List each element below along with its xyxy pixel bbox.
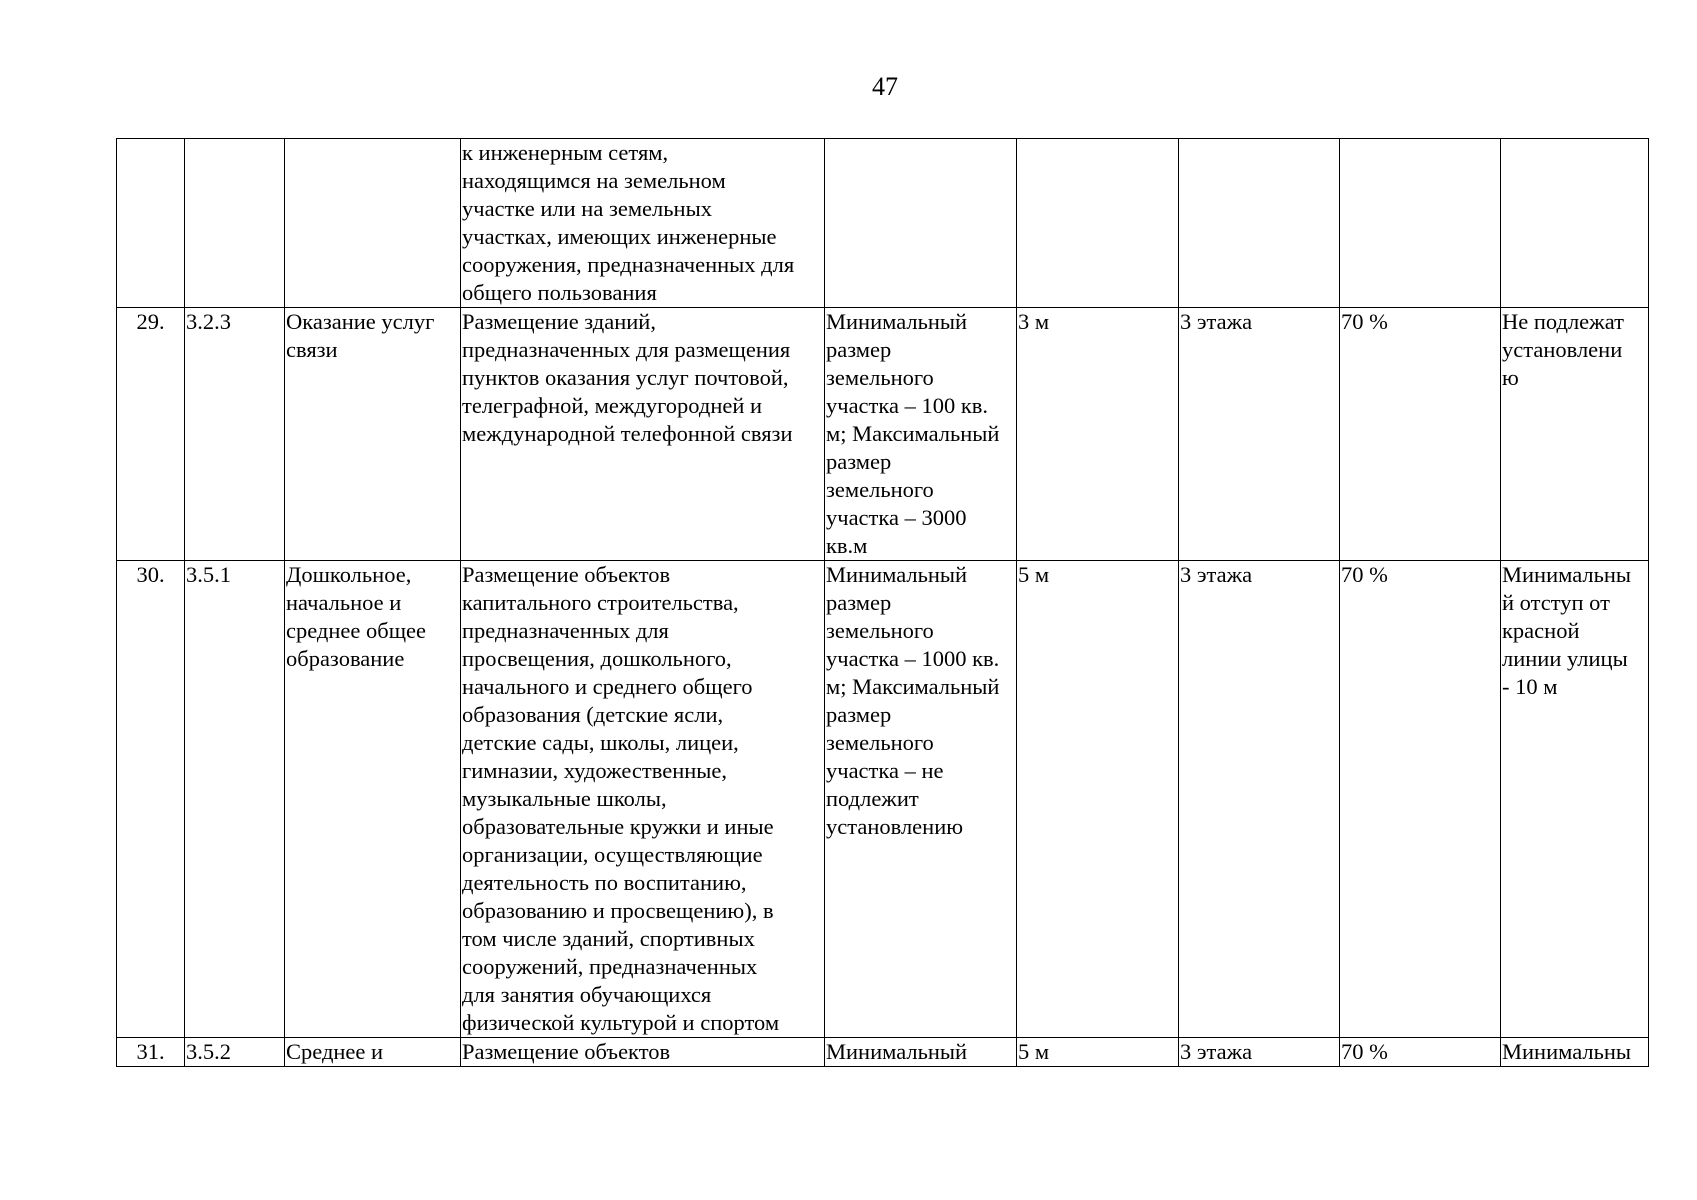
use-name-cell <box>285 139 461 308</box>
use-code-cell <box>185 139 285 308</box>
table-row <box>117 1038 1649 1067</box>
use-code-cell: 3.5.2 <box>185 1038 285 1067</box>
other-params-cell: Минимальны й отступ от красной линии улицы - 10 м <box>1501 561 1649 1038</box>
use-name-cell: Оказание услуг связи <box>285 308 461 561</box>
plot-size-cell: Минимальный размер земельного участка – 1000 кв. м; Максимальный размер земельного участка – не подлежит установлению <box>825 561 1017 1038</box>
use-name-cell: Среднее и <box>285 1038 461 1067</box>
plot-size-cell: Минимальный размер земельного участка – 100 кв. м; Максимальный размер земельного участка – 3000 кв.м <box>825 308 1017 561</box>
use-name-cell: Дошкольное, начальное и среднее общее образование <box>285 561 461 1038</box>
coverage-cell <box>1340 139 1501 308</box>
zoning-regulations-table <box>116 138 1649 1067</box>
plot-size-cell: Минимальный <box>825 1038 1017 1067</box>
row-number-cell <box>117 139 185 308</box>
row-number-cell: 29. <box>117 308 185 561</box>
plot-size-cell <box>825 139 1017 308</box>
setback-cell <box>1017 139 1179 308</box>
table-row <box>117 139 1649 308</box>
use-description-cell: Размещение объектов капитального строительства, предназначенных для просвещения, дошкольного, начального и среднего общего образования (детские ясли, детские сады, школы, лицеи, гимназии, художественные, музыкальные школы, образовательные кружки и иные организации, осуществляющие деятельность по воспитанию, образованию и просвещению), в том числе зданий, спортивных сооружений, предназначенных для занятия обучающихся физической культурой и спортом <box>461 561 825 1038</box>
setback-cell: 5 м <box>1017 1038 1179 1067</box>
floors-cell <box>1179 139 1340 308</box>
other-params-cell: Не подлежат установлени ю <box>1501 308 1649 561</box>
other-params-cell: Минимальны <box>1501 1038 1649 1067</box>
floors-cell: 3 этажа <box>1179 1038 1340 1067</box>
page-number: 47 <box>872 72 898 101</box>
coverage-cell: 70 % <box>1340 1038 1501 1067</box>
row-number-cell: 30. <box>117 561 185 1038</box>
table-row <box>117 308 1649 561</box>
use-description-cell: Размещение объектов <box>461 1038 825 1067</box>
coverage-cell: 70 % <box>1340 308 1501 561</box>
other-params-cell <box>1501 139 1649 308</box>
use-code-cell: 3.5.1 <box>185 561 285 1038</box>
use-description-cell: Размещение зданий, предназначенных для размещения пунктов оказания услуг почтовой, телеграфной, междугородней и международной телефонной связи <box>461 308 825 561</box>
table-row <box>117 561 1649 1038</box>
use-code-cell: 3.2.3 <box>185 308 285 561</box>
row-number-cell: 31. <box>117 1038 185 1067</box>
setback-cell: 3 м <box>1017 308 1179 561</box>
setback-cell: 5 м <box>1017 561 1179 1038</box>
coverage-cell: 70 % <box>1340 561 1501 1038</box>
use-description-cell: к инженерным сетям, находящимся на земельном участке или на земельных участках, имеющих инженерные сооружения, предназначенных для общего пользования <box>461 139 825 308</box>
floors-cell: 3 этажа <box>1179 561 1340 1038</box>
floors-cell: 3 этажа <box>1179 308 1340 561</box>
